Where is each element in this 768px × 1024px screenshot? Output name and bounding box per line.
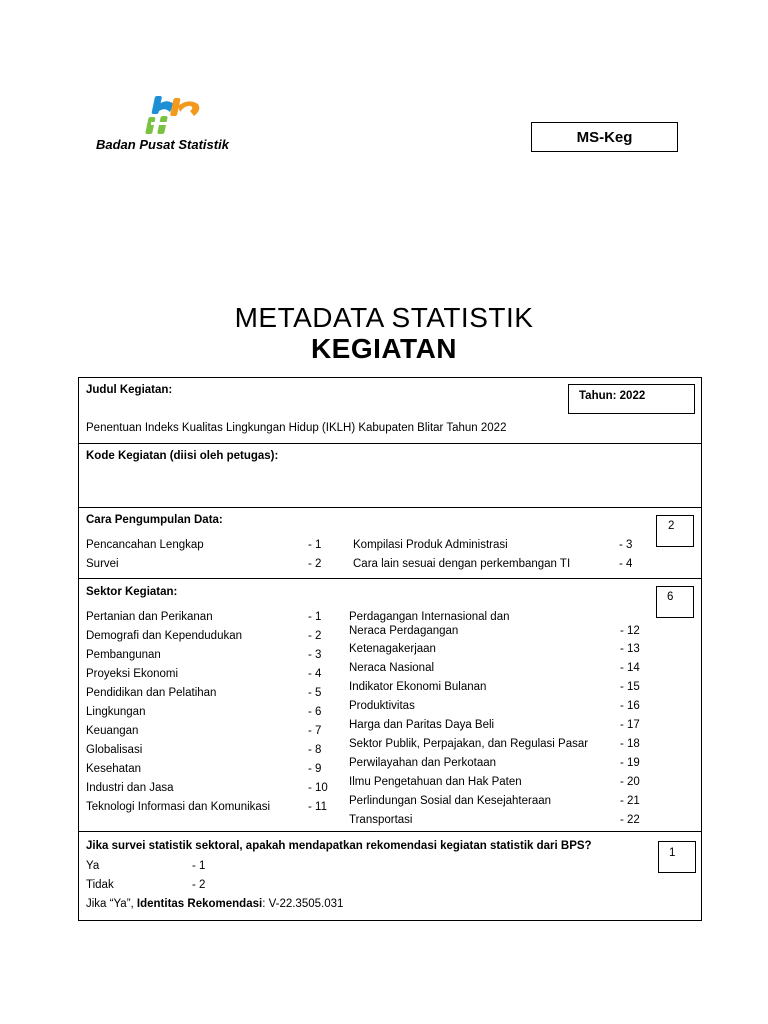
cara-option: Cara lain sesuai dengan perkembangan TI: [353, 558, 571, 570]
sektor-item-code: - 12: [620, 625, 640, 637]
sektor-item-code: - 7: [308, 725, 322, 737]
sektor-item: Indikator Ekonomi Bulanan: [349, 681, 487, 693]
sektor-item: Demografi dan Kependudukan: [86, 630, 243, 642]
rekomendasi-id-prefix: Jika “Ya”,: [86, 898, 137, 910]
sektor-item: Globalisasi: [86, 744, 143, 756]
sektor-item: Perdagangan Internasional dan: [349, 611, 510, 623]
logo-blue-mark: [151, 96, 174, 114]
cara-option-code: - 2: [308, 558, 322, 570]
sektor-item: Produktivitas: [349, 700, 415, 712]
sektor-item: Pendidikan dan Pelatihan: [86, 687, 217, 699]
sektor-item: Pertanian dan Perikanan: [86, 611, 213, 623]
sektor-label: Sektor Kegiatan:: [86, 586, 178, 598]
sektor-item-code: - 13: [620, 643, 640, 655]
sektor-answer-box[interactable]: 6: [656, 586, 694, 618]
logo-green-mark: [145, 116, 177, 134]
rekomendasi-answer-box[interactable]: 1: [658, 841, 696, 873]
section-divider: [79, 578, 701, 579]
sektor-item-code: - 9: [308, 763, 322, 775]
page-title: METADATA STATISTIK: [234, 302, 534, 333]
cara-option-code: - 3: [619, 539, 633, 551]
logo-orange-mark: [170, 98, 199, 116]
sektor-item-code: - 4: [308, 668, 322, 680]
sektor-item: Perwilayahan dan Perkotaan: [349, 757, 497, 769]
sektor-item-code: - 11: [308, 801, 327, 813]
metadata-form: [78, 377, 702, 921]
form-code: MS-Keg: [531, 122, 678, 152]
sektor-item: Harga dan Paritas Daya Beli: [349, 719, 495, 731]
sektor-item-code: - 6: [308, 706, 322, 718]
sektor-item-code: - 21: [620, 795, 640, 807]
sektor-item-code: - 1: [308, 611, 322, 623]
judul-label: Judul Kegiatan:: [86, 384, 173, 396]
judul-value[interactable]: Penentuan Indeks Kualitas Lingkungan Hidup (IKLH) Kabupaten Blitar Tahun 2022: [86, 422, 507, 434]
sektor-item: Ketenagakerjaan: [349, 643, 436, 655]
org-name: Badan Pusat Statistik: [96, 137, 229, 152]
sektor-item: Kesehatan: [86, 763, 141, 775]
cara-option: Kompilasi Produk Administrasi: [353, 539, 508, 551]
rekomendasi-option: Ya: [86, 860, 100, 872]
kode-label: Kode Kegiatan (diisi oleh petugas):: [86, 450, 279, 462]
cara-option-code: - 4: [619, 558, 633, 570]
rekomendasi-id-value[interactable]: : V-22.3505.031: [262, 898, 344, 910]
tahun-box[interactable]: Tahun: 2022: [568, 384, 695, 414]
sektor-item-code: - 2: [308, 630, 322, 642]
sektor-item-code: - 19: [620, 757, 640, 769]
section-divider: [79, 507, 701, 508]
sektor-item-code: - 8: [308, 744, 322, 756]
rekomendasi-id: [86, 898, 343, 910]
sektor-item-code: - 22: [620, 814, 640, 826]
sektor-item: Lingkungan: [86, 706, 146, 718]
sektor-item: Perlindungan Sosial dan Kesejahteraan: [349, 795, 552, 807]
rekomendasi-question: Jika survei statistik sektoral, apakah mendapatkan rekomendasi kegiatan statistik dari BPS?: [86, 840, 592, 852]
sektor-item-code: - 15: [620, 681, 640, 693]
sektor-item: Industri dan Jasa: [86, 782, 174, 794]
cara-option: Survei: [86, 558, 119, 570]
sektor-item: Sektor Publik, Perpajakan, dan Regulasi Pasar: [349, 738, 589, 750]
cara-option-code: - 1: [308, 539, 322, 551]
rekomendasi-option-code: - 2: [192, 879, 206, 891]
section-divider: [79, 831, 701, 832]
section-divider: [79, 443, 701, 444]
sektor-item: Ilmu Pengetahuan dan Hak Paten: [349, 776, 522, 788]
sektor-item-code: - 5: [308, 687, 322, 699]
page-subtitle: KEGIATAN: [310, 333, 458, 364]
sektor-item-code: - 20: [620, 776, 640, 788]
cara-label: Cara Pengumpulan Data:: [86, 514, 223, 526]
sektor-item: Neraca Nasional: [349, 662, 435, 674]
sektor-item-code: - 14: [620, 662, 640, 674]
cara-answer-box[interactable]: 2: [656, 515, 694, 547]
rekomendasi-id-label: Identitas Rekomendasi: [136, 898, 263, 910]
sektor-item: Neraca Perdagangan: [349, 625, 459, 637]
sektor-item-code: - 18: [620, 738, 640, 750]
sektor-item-code: - 3: [308, 649, 322, 661]
sektor-item: Pembangunan: [86, 649, 161, 661]
rekomendasi-option-code: - 1: [192, 860, 206, 872]
sektor-item-code: - 16: [620, 700, 640, 712]
sektor-item-code: - 10: [308, 782, 328, 794]
sektor-item: Keuangan: [86, 725, 139, 737]
sektor-item: Proyeksi Ekonomi: [86, 668, 179, 680]
bps-logo: [142, 92, 206, 138]
sektor-item: Teknologi Informasi dan Komunikasi: [86, 801, 271, 813]
rekomendasi-option: Tidak: [86, 879, 114, 891]
sektor-item-code: - 17: [620, 719, 640, 731]
cara-option: Pencancahan Lengkap: [86, 539, 204, 551]
sektor-item: Transportasi: [349, 814, 413, 826]
